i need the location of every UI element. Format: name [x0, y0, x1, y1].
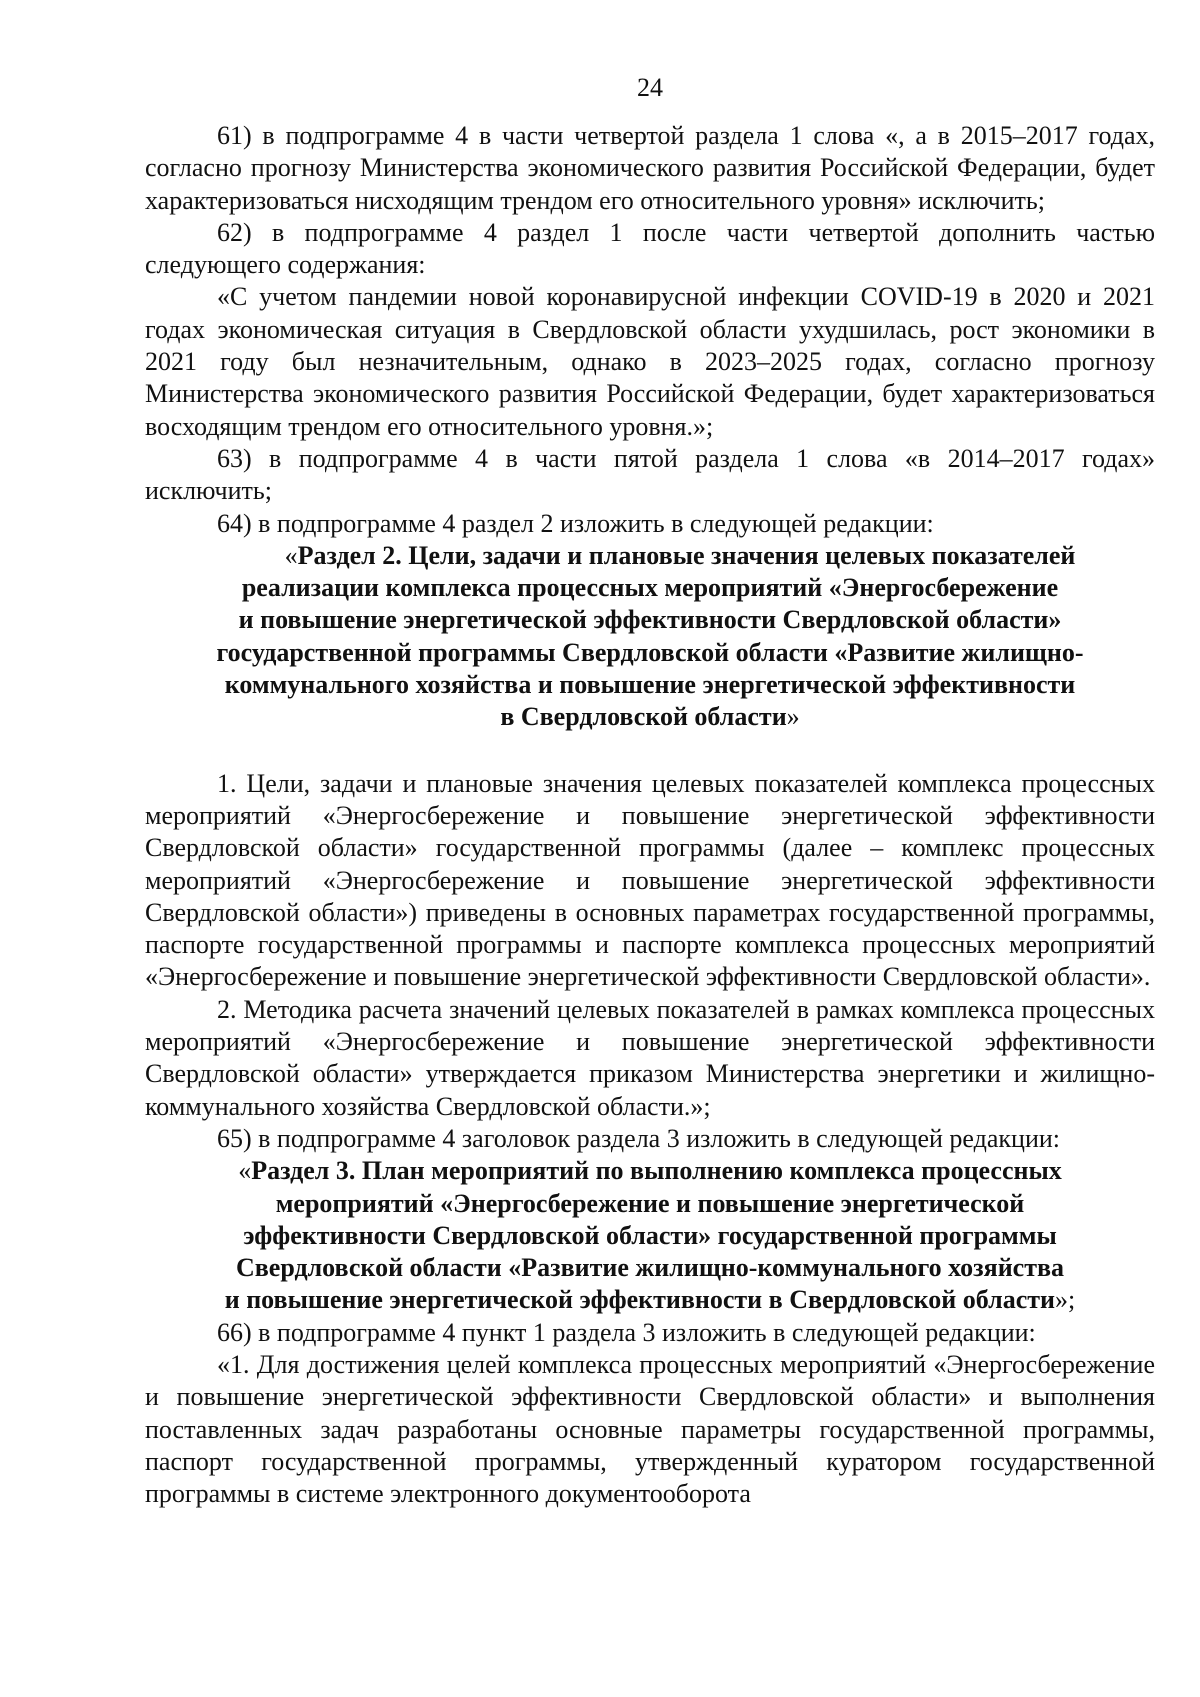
page-number: 24 — [637, 73, 663, 102]
section-3-heading — [145, 1155, 1155, 1316]
paragraph-item-65: 65) в подпрограмме 4 заголовок раздела 3 изложить в следующей редакции: — [217, 1123, 1060, 1153]
section-2-heading-line-4: государственной программы Свердловской области «Развитие жилищно- — [216, 637, 1084, 667]
section-2-heading — [145, 540, 1155, 734]
section-2-heading-line-1: «Раздел 2. Цели, задачи и плановые значения целевых показателей — [284, 540, 1076, 570]
paragraph-item-66: 66) в подпрограмме 4 пункт 1 раздела 3 изложить в следующей редакции: — [217, 1317, 1036, 1347]
document-page — [145, 0, 1155, 1510]
section-2-heading-line-2: реализации комплекса процессных мероприятий «Энергосбережение — [241, 573, 1059, 603]
section-2-heading-line-6: в Свердловской области» — [500, 702, 800, 732]
quoted-paragraph-covid: «С учетом пандемии новой коронавирусной инфекции COVID-19 в 2020 и 2021 годах экономическая ситуация в Свердловской области ухудшилась, рост экономики в 2021 году был незначительным, однако в 2023–2025 годах, согласно прогнозу Министерства экономического развития Российской Федерации, будет характеризоваться восходящим трендом его относительного уровня.»; — [145, 282, 1155, 441]
paragraph-goals: 1. Цели, задачи и плановые значения целевых показателей комплекса процессных мероприятий «Энергосбережение и повышение энергетической эффективности Свердловской области» государственной программы (далее – комплекс процессных мероприятий «Энергосбережение и повышение энергетической эффективности Свердловской области») приведены в основных параметрах государственной программы, паспорте государственной программы и паспорте комплекса процессных мероприятий «Энергосбережение и повышение энергетической эффективности Свердловской области». — [145, 768, 1155, 992]
quoted-paragraph-section-3-point-1: «1. Для достижения целей комплекса процессных мероприятий «Энергосбережение и повышение энергетической эффективности Свердловской области» и выполнения поставленных задач разработаны основные параметры государственной программы, паспорт государственной программы, утвержденный куратором государственной программы в системе электронного документооборота — [145, 1349, 1155, 1509]
section-3-heading-line-5: и повышение энергетической эффективности в Свердловской области»; — [224, 1285, 1076, 1315]
section-3-heading-line-1: «Раздел 3. План мероприятий по выполнению комплекса процессных — [238, 1156, 1062, 1186]
paragraph-methodology: 2. Методика расчета значений целевых показателей в рамках комплекса процессных мероприятий «Энергосбережение и повышение энергетической эффективности Свердловской области» утверждается приказом Министерства энергетики и жилищно-коммунального хозяйства Свердловской области.»; — [145, 994, 1155, 1121]
section-3-heading-line-2: мероприятий «Энергосбережение и повышение энергетической — [275, 1188, 1025, 1218]
section-3-heading-line-4: Свердловской области «Развитие жилищно-коммунального хозяйства — [235, 1253, 1065, 1283]
paragraph-item-62: 62) в подпрограмме 4 раздел 1 после части четвертой дополнить частью следующего содержания: — [145, 217, 1155, 280]
section-3-heading-line-3: эффективности Свердловской области» государственной программы — [243, 1220, 1057, 1250]
paragraph-item-63: 63) в подпрограмме 4 в части пятой раздела 1 слова «в 2014–2017 годах» исключить; — [145, 443, 1155, 506]
section-2-heading-line-5: коммунального хозяйства и повышение энергетической эффективности — [224, 670, 1076, 700]
section-2-heading-line-3: и повышение энергетической эффективности Свердловской области» — [238, 605, 1062, 635]
paragraph-item-61: 61) в подпрограмме 4 в части четвертой раздела 1 слова «, а в 2015–2017 годах, согласно прогнозу Министерства экономического развития Российской Федерации, будет характеризоваться нисходящим трендом его относительного уровня» исключить; — [145, 121, 1155, 215]
paragraph-item-64: 64) в подпрограмме 4 раздел 2 изложить в следующей редакции: — [217, 508, 934, 538]
